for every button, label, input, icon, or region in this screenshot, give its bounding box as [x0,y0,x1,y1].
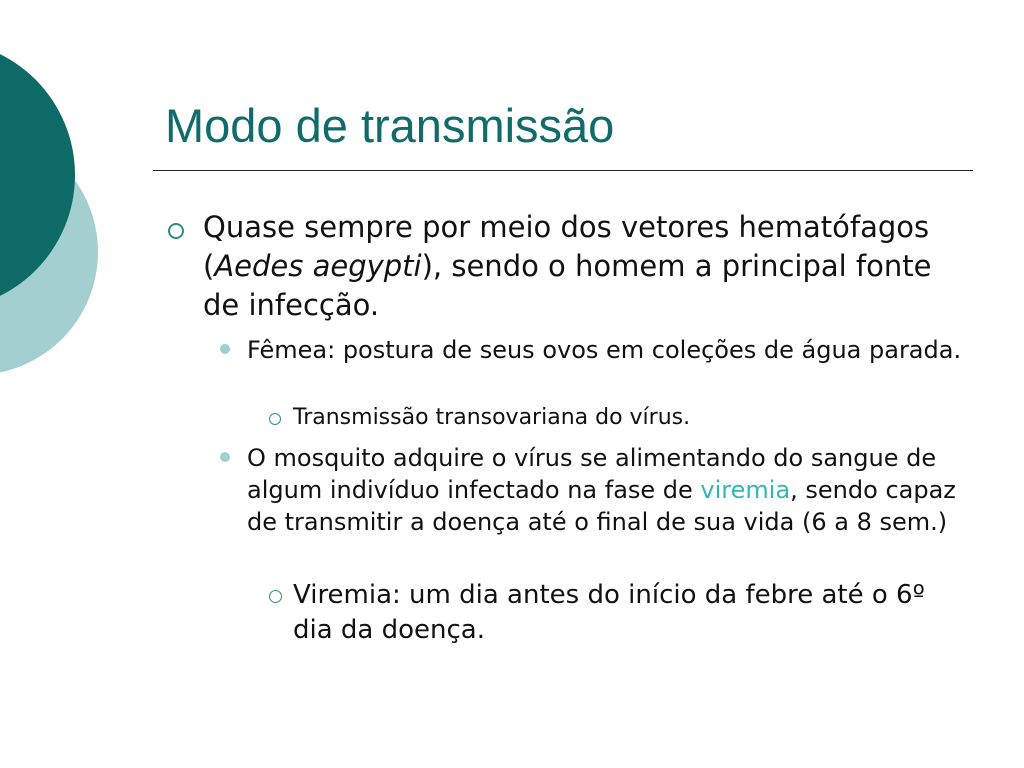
bullet-text [247,442,967,538]
bullet-text: Viremia: um dia antes do início da febre até o 6º dia da doença. [293,580,925,645]
bullet-item-level3 [293,403,953,432]
slide-title: Modo de transmissão [165,99,615,152]
species-name: Aedes aegypti [214,249,422,283]
decorative-circles [0,0,110,410]
bullet-item-level3 [293,578,943,648]
ring-bullet-icon [269,413,281,425]
dot-bullet-icon [220,452,230,462]
text-segment: Quase sempre por meio dos vetores hematófagos ( [203,210,930,283]
text-segment: ), sendo o homem a principal fonte de infecção. [203,249,932,322]
bullet-item-level1 [203,208,943,325]
dot-bullet-icon [220,344,230,354]
title-divider [153,170,973,171]
ring-bullet-icon [269,590,282,603]
text-segment: , sendo capaz de transmitir a doença até o final de sua vida (6 a 8 sem.) [247,476,956,536]
bullet-item-level2 [247,442,967,538]
text-segment: O mosquito adquire o vírus se alimentando do sangue de algum indivíduo infectado na fase de [247,444,937,504]
bullet-text: Transmissão transovariana do vírus. [293,405,691,430]
viremia-highlight: viremia [700,476,791,504]
bullet-item-level2 [247,334,967,366]
bullet-text [203,208,943,325]
bullet-text: Fêmea: postura de seus ovos em coleções de água parada. [247,336,962,364]
ring-bullet-icon [168,223,184,239]
